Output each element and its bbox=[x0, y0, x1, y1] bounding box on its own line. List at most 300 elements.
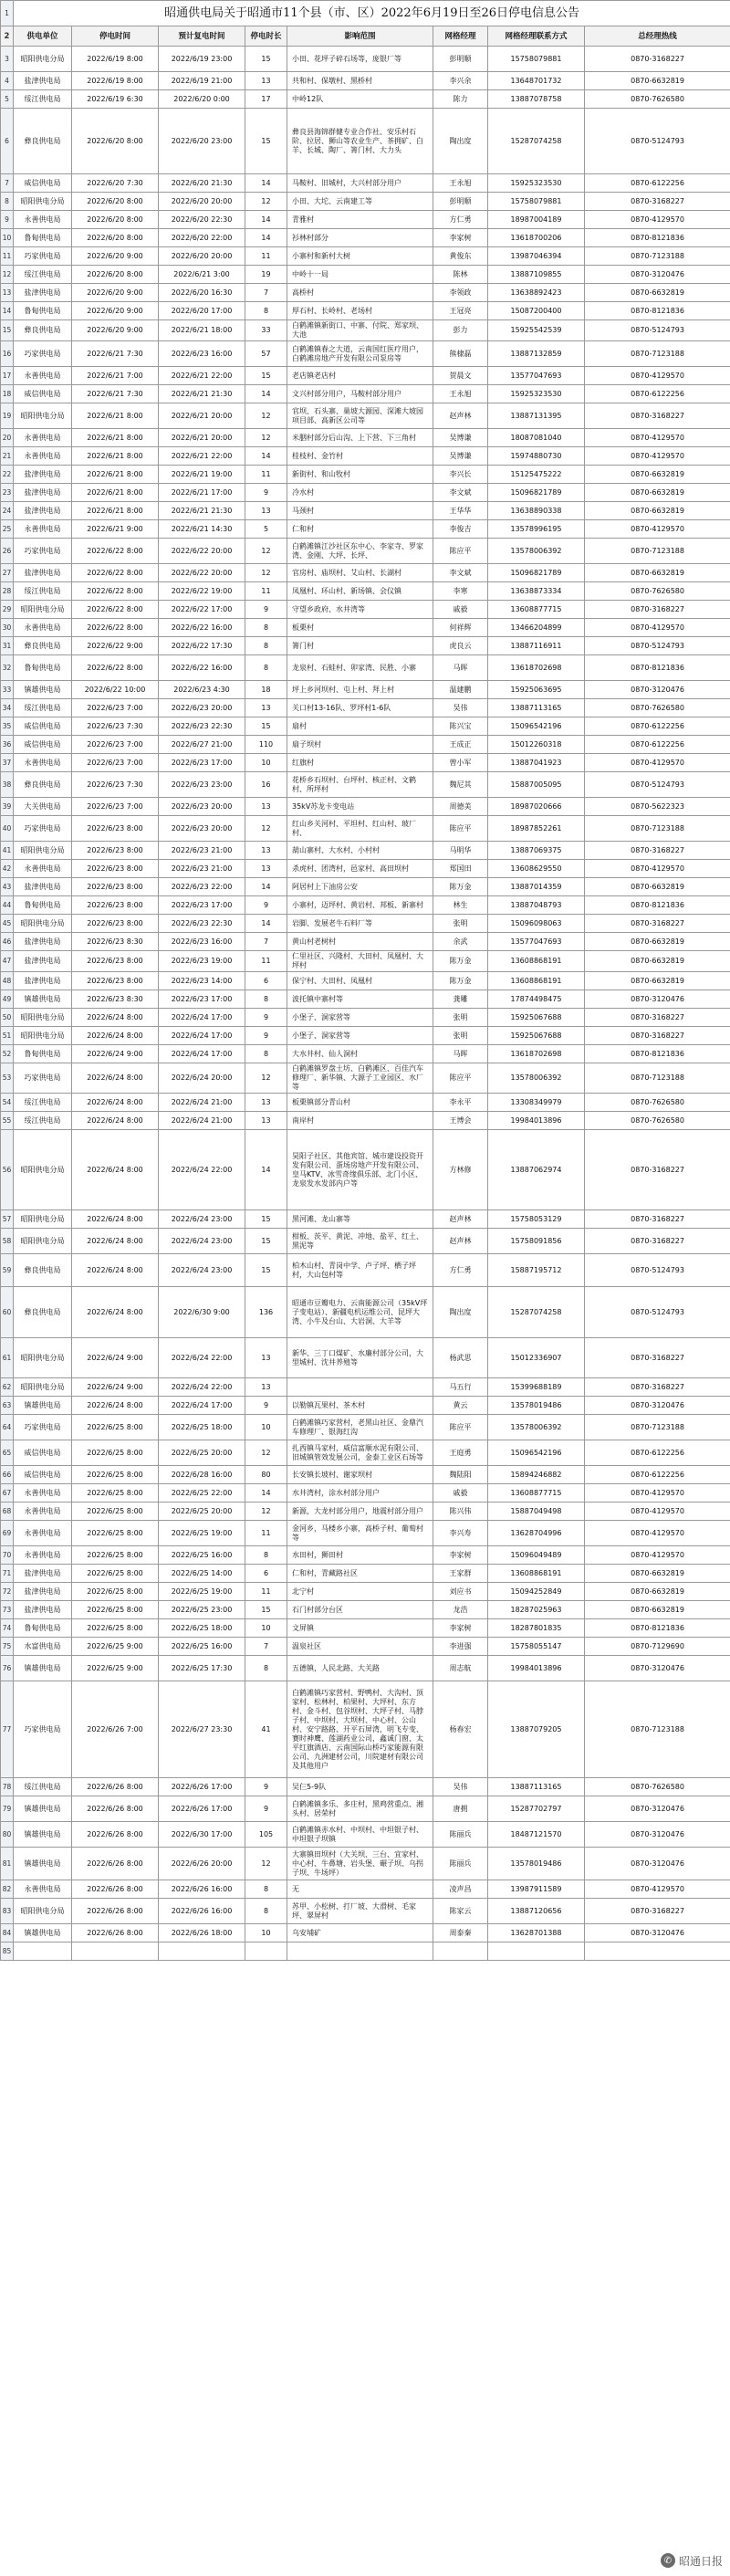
cell-unit: 鲁甸供电局 bbox=[14, 1619, 72, 1638]
cell-manager: 王成正 bbox=[433, 736, 488, 754]
cell-restore-time: 2022/6/21 21:30 bbox=[159, 502, 245, 520]
row-number: 51 bbox=[1, 1027, 14, 1045]
table-row bbox=[1, 1466, 730, 1484]
cell-duration: 6 bbox=[245, 972, 287, 990]
cell-phone: 13887048793 bbox=[488, 896, 585, 915]
cell-restore-time: 2022/6/22 17:00 bbox=[159, 601, 245, 619]
cell-area: 以勒镇瓦果村、茶木村 bbox=[287, 1397, 433, 1415]
cell-manager: 陈丽兵 bbox=[433, 1822, 488, 1848]
cell-hotline: 0870-4129570 bbox=[585, 619, 730, 637]
cell-unit: 昭阳供电分局 bbox=[14, 1338, 72, 1378]
cell-start-time: 2022/6/25 8:00 bbox=[72, 1415, 159, 1440]
cell-hotline: 0870-7626580 bbox=[585, 1094, 730, 1112]
cell-restore-time: 2022/6/23 4:30 bbox=[159, 681, 245, 699]
header-area: 影响范围 bbox=[287, 26, 433, 47]
cell-start-time: 2022/6/25 8:00 bbox=[72, 1619, 159, 1638]
cell-phone: 13887079205 bbox=[488, 1681, 585, 1778]
cell-hotline: 0870-6632819 bbox=[585, 933, 730, 951]
cell-area: 葫山寨村、大水村、小村村 bbox=[287, 842, 433, 860]
cell-start-time: 2022/6/21 8:00 bbox=[72, 466, 159, 484]
cell-restore-time: 2022/6/26 16:00 bbox=[159, 1899, 245, 1924]
row-number: 24 bbox=[1, 502, 14, 520]
cell-area: 柏木山村、青岗中学、卢子坪、栖子坪村，大山包村等 bbox=[287, 1254, 433, 1287]
row-number: 59 bbox=[1, 1254, 14, 1287]
cell-hotline: 0870-4129570 bbox=[585, 754, 730, 772]
cell-restore-time: 2022/6/23 16:00 bbox=[159, 341, 245, 367]
cell-manager: 李兴寿 bbox=[433, 1521, 488, 1546]
cell-area: 大水井村、仙人洞村 bbox=[287, 1045, 433, 1063]
cell-manager: 李家树 bbox=[433, 229, 488, 247]
cell-area: 扇子坝村 bbox=[287, 736, 433, 754]
cell-duration: 12 bbox=[245, 539, 287, 564]
cell-area: 保宁村、大田村、凤凰村 bbox=[287, 972, 433, 990]
cell-area: 衫林村部分 bbox=[287, 229, 433, 247]
cell-unit: 巧家供电局 bbox=[14, 247, 72, 266]
cell-unit: 巧家供电局 bbox=[14, 539, 72, 564]
cell-phone: 13577047693 bbox=[488, 367, 585, 385]
cell-start-time: 2022/6/23 7:30 bbox=[72, 772, 159, 798]
row-number: 67 bbox=[1, 1484, 14, 1503]
cell-start-time: 2022/6/22 9:00 bbox=[72, 637, 159, 655]
cell-manager: 王华华 bbox=[433, 502, 488, 520]
cell-phone: 15087200400 bbox=[488, 302, 585, 320]
cell-manager: 陶出度 bbox=[433, 109, 488, 174]
cell-manager: 李领政 bbox=[433, 284, 488, 302]
table-row bbox=[1, 266, 730, 284]
cell-phone: 13577047693 bbox=[488, 933, 585, 951]
table-row bbox=[1, 816, 730, 842]
cell-hotline: 0870-3120476 bbox=[585, 1848, 730, 1880]
cell-phone: 15287074258 bbox=[488, 1287, 585, 1338]
table-row bbox=[1, 1848, 730, 1880]
cell-duration: 11 bbox=[245, 1521, 287, 1546]
cell-phone: 13887069375 bbox=[488, 842, 585, 860]
cell-unit: 镇雄供电局 bbox=[14, 990, 72, 1009]
cell-unit: 绥江供电局 bbox=[14, 90, 72, 109]
table-row bbox=[1, 1210, 730, 1229]
cell-start-time: 2022/6/22 8:00 bbox=[72, 655, 159, 681]
cell-start-time: 2022/6/20 9:00 bbox=[72, 247, 159, 266]
cell-duration: 8 bbox=[245, 619, 287, 637]
cell-start-time: 2022/6/25 8:00 bbox=[72, 1546, 159, 1565]
cell-unit: 永善供电局 bbox=[14, 1546, 72, 1565]
cell-unit: 绥江供电局 bbox=[14, 1112, 72, 1130]
cell-duration: 8 bbox=[245, 990, 287, 1009]
cell-restore-time: 2022/6/21 3:00 bbox=[159, 266, 245, 284]
cell-area: 彝良县海锦群健专业合作社、安乐村石阶、拉居、狮山等农业生产、茶拥矿、白羊、长城、陶厂、箐门村、大力头 bbox=[287, 109, 433, 174]
table-row bbox=[1, 1254, 730, 1287]
cell-start-time: 2022/6/20 7:30 bbox=[72, 174, 159, 193]
cell-area: 白鹤滩镇多乐、多庄村，黑鸡营重点、湘头村、居荣村 bbox=[287, 1796, 433, 1822]
cell-hotline: 0870-4129570 bbox=[585, 1880, 730, 1899]
cell-duration: 12 bbox=[245, 816, 287, 842]
cell-restore-time: 2022/6/22 16:00 bbox=[159, 655, 245, 681]
cell-area: 白鹤滩镇江沙社区东中心、李家寺、罗家湾、金刚、大坪、长坪、 bbox=[287, 539, 433, 564]
cell-area: 长安镇长坡村、谢家坝村 bbox=[287, 1466, 433, 1484]
cell-hotline: 0870-6122256 bbox=[585, 736, 730, 754]
table-row bbox=[1, 972, 730, 990]
row-number: 1 bbox=[1, 1, 14, 26]
row-number: 85 bbox=[1, 1942, 14, 1961]
table-row bbox=[1, 539, 730, 564]
cell-hotline: 0870-7626580 bbox=[585, 1778, 730, 1796]
cell-phone: 15096049489 bbox=[488, 1546, 585, 1565]
title-row bbox=[1, 1, 730, 26]
cell-manager: 李兴余 bbox=[433, 72, 488, 90]
cell-area: 厚石村、长岭村、老场村 bbox=[287, 302, 433, 320]
cell-phone: 13578996195 bbox=[488, 520, 585, 539]
row-number: 13 bbox=[1, 284, 14, 302]
cell-phone: 13578006392 bbox=[488, 1415, 585, 1440]
table-row bbox=[1, 1378, 730, 1397]
cell-area: 35kV苏龙卡变电站 bbox=[287, 798, 433, 816]
cell-start-time: 2022/6/24 8:00 bbox=[72, 1229, 159, 1254]
cell-phone: 13578006392 bbox=[488, 539, 585, 564]
cell-manager: 魏陆阳 bbox=[433, 1466, 488, 1484]
cell-start-time: 2022/6/20 9:00 bbox=[72, 320, 159, 341]
table-row bbox=[1, 502, 730, 520]
cell-start-time: 2022/6/20 8:00 bbox=[72, 109, 159, 174]
cell-start-time: 2022/6/20 8:00 bbox=[72, 211, 159, 229]
table-row bbox=[1, 772, 730, 798]
cell-phone: 15887195712 bbox=[488, 1254, 585, 1287]
cell-duration: 15 bbox=[245, 1229, 287, 1254]
cell-duration: 13 bbox=[245, 72, 287, 90]
cell-manager: 赵声林 bbox=[433, 1210, 488, 1229]
cell-duration: 9 bbox=[245, 1796, 287, 1822]
cell-duration: 15 bbox=[245, 109, 287, 174]
row-number: 52 bbox=[1, 1045, 14, 1063]
cell-area: 新街村、和山牧村 bbox=[287, 466, 433, 484]
cell-unit: 彝良供电局 bbox=[14, 109, 72, 174]
row-number: 33 bbox=[1, 681, 14, 699]
cell-unit: 昭阳供电分局 bbox=[14, 1378, 72, 1397]
table-row bbox=[1, 1229, 730, 1254]
cell-area: 仁和村 bbox=[287, 520, 433, 539]
table-row bbox=[1, 1484, 730, 1503]
cell-phone: 15399688189 bbox=[488, 1378, 585, 1397]
cell-restore-time: 2022/6/25 19:00 bbox=[159, 1583, 245, 1601]
cell-start-time: 2022/6/22 8:00 bbox=[72, 619, 159, 637]
cell-unit: 彝良供电局 bbox=[14, 1287, 72, 1338]
cell-unit: 绥江供电局 bbox=[14, 1094, 72, 1112]
table-row bbox=[1, 429, 730, 447]
cell-duration: 11 bbox=[245, 951, 287, 972]
cell-phone: 13887116911 bbox=[488, 637, 585, 655]
cell-unit: 威信供电局 bbox=[14, 736, 72, 754]
cell-hotline: 0870-4129570 bbox=[585, 367, 730, 385]
cell-phone: 19984013896 bbox=[488, 1112, 585, 1130]
cell-area: 岩脚、发展老牛石料厂等 bbox=[287, 915, 433, 933]
row-number: 9 bbox=[1, 211, 14, 229]
cell-start-time: 2022/6/23 8:00 bbox=[72, 915, 159, 933]
cell-duration: 13 bbox=[245, 502, 287, 520]
cell-restore-time: 2022/6/24 23:00 bbox=[159, 1210, 245, 1229]
table-row bbox=[1, 1822, 730, 1848]
cell-unit: 巧家供电局 bbox=[14, 1415, 72, 1440]
cell-phone: 15758055147 bbox=[488, 1638, 585, 1656]
cell-hotline: 0870-3168227 bbox=[585, 915, 730, 933]
cell-hotline: 0870-5124793 bbox=[585, 772, 730, 798]
cell-unit: 彝良供电局 bbox=[14, 772, 72, 798]
row-number: 27 bbox=[1, 564, 14, 582]
cell-unit: 盐津供电局 bbox=[14, 878, 72, 896]
table-row bbox=[1, 1521, 730, 1546]
cell-unit: 永善供电局 bbox=[14, 367, 72, 385]
cell-area: 仁里社区、兴隆村、大田村、凤凰村、大坪村 bbox=[287, 951, 433, 972]
cell-area: 柑板、茨平、黄泥、冲地、盐平、红土、黑泥等 bbox=[287, 1229, 433, 1254]
cell-restore-time: 2022/6/24 17:00 bbox=[159, 1397, 245, 1415]
cell-restore-time: 2022/6/22 17:30 bbox=[159, 637, 245, 655]
cell-start-time: 2022/6/21 8:00 bbox=[72, 484, 159, 502]
row-number: 78 bbox=[1, 1778, 14, 1796]
cell-hotline: 0870-7129690 bbox=[585, 1638, 730, 1656]
cell-duration: 136 bbox=[245, 1287, 287, 1338]
cell-area: 新源，大龙村部分用户，地震村部分用户 bbox=[287, 1503, 433, 1521]
cell-start-time: 2022/6/22 8:00 bbox=[72, 564, 159, 582]
cell-hotline: 0870-3168227 bbox=[585, 1027, 730, 1045]
cell-unit: 昭阳供电分局 bbox=[14, 842, 72, 860]
cell-hotline: 0870-3168227 bbox=[585, 1378, 730, 1397]
cell-phone: 13608868191 bbox=[488, 1565, 585, 1583]
empty-cell bbox=[245, 1942, 287, 1961]
cell-hotline: 0870-3168227 bbox=[585, 1338, 730, 1378]
row-number: 71 bbox=[1, 1565, 14, 1583]
table-row bbox=[1, 1565, 730, 1583]
cell-unit: 威信供电局 bbox=[14, 1466, 72, 1484]
cell-hotline: 0870-6122256 bbox=[585, 1466, 730, 1484]
cell-area: 五德镇，人民北路、大关路 bbox=[287, 1656, 433, 1681]
cell-manager: 方林修 bbox=[433, 1130, 488, 1210]
cell-restore-time: 2022/6/24 17:00 bbox=[159, 1027, 245, 1045]
cell-duration: 10 bbox=[245, 1924, 287, 1942]
cell-start-time: 2022/6/24 8:00 bbox=[72, 1112, 159, 1130]
cell-start-time: 2022/6/19 6:30 bbox=[72, 90, 159, 109]
cell-phone: 19984013896 bbox=[488, 1656, 585, 1681]
cell-phone: 18987020666 bbox=[488, 798, 585, 816]
cell-phone: 13648701732 bbox=[488, 72, 585, 90]
cell-manager: 张明 bbox=[433, 1027, 488, 1045]
cell-phone: 15096821789 bbox=[488, 564, 585, 582]
table-row bbox=[1, 655, 730, 681]
table-row bbox=[1, 699, 730, 717]
row-number: 30 bbox=[1, 619, 14, 637]
row-number: 4 bbox=[1, 72, 14, 90]
watermark bbox=[661, 2550, 723, 2571]
table-row bbox=[1, 302, 730, 320]
cell-restore-time: 2022/6/21 20:00 bbox=[159, 403, 245, 429]
cell-manager: 张明 bbox=[433, 1009, 488, 1027]
cell-area: 新华、三丁口煤矿、水廉村部分公司，大型城村、沈井养殖等 bbox=[287, 1338, 433, 1378]
table-row bbox=[1, 1063, 730, 1094]
cell-area: 凤凰村、环山村、新场镇、会仪镇 bbox=[287, 582, 433, 601]
cell-hotline: 0870-8121836 bbox=[585, 229, 730, 247]
cell-start-time: 2022/6/23 8:00 bbox=[72, 878, 159, 896]
cell-duration: 9 bbox=[245, 1027, 287, 1045]
cell-restore-time: 2022/6/21 22:00 bbox=[159, 447, 245, 466]
row-number: 74 bbox=[1, 1619, 14, 1638]
cell-start-time: 2022/6/21 8:00 bbox=[72, 429, 159, 447]
cell-start-time: 2022/6/25 8:00 bbox=[72, 1583, 159, 1601]
cell-hotline: 0870-3168227 bbox=[585, 601, 730, 619]
cell-manager: 马晖 bbox=[433, 655, 488, 681]
cell-hotline: 0870-6632819 bbox=[585, 284, 730, 302]
cell-manager: 虎良云 bbox=[433, 637, 488, 655]
cell-hotline: 0870-3168227 bbox=[585, 1899, 730, 1924]
cell-restore-time: 2022/6/23 19:00 bbox=[159, 951, 245, 972]
header-row bbox=[1, 26, 730, 47]
table-row bbox=[1, 1681, 730, 1778]
cell-phone: 13628704996 bbox=[488, 1521, 585, 1546]
cell-phone: 15925323530 bbox=[488, 174, 585, 193]
table-row bbox=[1, 915, 730, 933]
cell-start-time: 2022/6/21 8:00 bbox=[72, 447, 159, 466]
cell-area: 水田村，狮田村 bbox=[287, 1546, 433, 1565]
cell-duration: 8 bbox=[245, 1045, 287, 1063]
cell-manager: 赵声林 bbox=[433, 403, 488, 429]
table-row bbox=[1, 466, 730, 484]
cell-phone: 13578006392 bbox=[488, 1063, 585, 1094]
cell-phone: 13608868191 bbox=[488, 951, 585, 972]
cell-start-time: 2022/6/24 8:00 bbox=[72, 1094, 159, 1112]
empty-cell bbox=[159, 1942, 245, 1961]
cell-area: 白鹤滩镇赤水村、中坝村、中坦银子村、中坦银子坝镇 bbox=[287, 1822, 433, 1848]
cell-restore-time: 2022/6/24 20:00 bbox=[159, 1063, 245, 1094]
cell-hotline: 0870-6632819 bbox=[585, 1583, 730, 1601]
cell-hotline: 0870-4129570 bbox=[585, 1484, 730, 1503]
cell-start-time: 2022/6/23 8:00 bbox=[72, 951, 159, 972]
cell-duration: 9 bbox=[245, 484, 287, 502]
cell-hotline: 0870-8121836 bbox=[585, 1619, 730, 1638]
cell-restore-time: 2022/6/24 22:00 bbox=[159, 1130, 245, 1210]
cell-manager: 陈万金 bbox=[433, 951, 488, 972]
cell-duration: 9 bbox=[245, 601, 287, 619]
cell-duration: 12 bbox=[245, 1063, 287, 1094]
cell-duration: 13 bbox=[245, 1338, 287, 1378]
cell-restore-time: 2022/6/26 16:00 bbox=[159, 1880, 245, 1899]
cell-hotline: 0870-7123188 bbox=[585, 539, 730, 564]
cell-hotline: 0870-4129570 bbox=[585, 429, 730, 447]
table-row bbox=[1, 1899, 730, 1924]
cell-hotline: 0870-6122256 bbox=[585, 1440, 730, 1466]
cell-duration: 7 bbox=[245, 933, 287, 951]
cell-unit: 盐津供电局 bbox=[14, 933, 72, 951]
table-row bbox=[1, 72, 730, 90]
cell-phone: 15096542196 bbox=[488, 1440, 585, 1466]
cell-manager: 黄云 bbox=[433, 1397, 488, 1415]
row-number: 6 bbox=[1, 109, 14, 174]
cell-phone: 18287025963 bbox=[488, 1601, 585, 1619]
cell-manager: 王庭勇 bbox=[433, 1440, 488, 1466]
table-row bbox=[1, 284, 730, 302]
cell-duration: 7 bbox=[245, 1638, 287, 1656]
header-phone: 网格经理联系方式 bbox=[488, 26, 585, 47]
cell-phone: 13618702698 bbox=[488, 655, 585, 681]
cell-restore-time: 2022/6/23 21:00 bbox=[159, 842, 245, 860]
cell-unit: 昭阳供电分局 bbox=[14, 1229, 72, 1254]
cell-manager: 王冠亮 bbox=[433, 302, 488, 320]
cell-hotline: 0870-6632819 bbox=[585, 878, 730, 896]
cell-phone: 13608629550 bbox=[488, 860, 585, 878]
cell-unit: 昭阳供电分局 bbox=[14, 1027, 72, 1045]
table-row bbox=[1, 320, 730, 341]
cell-phone: 15887005095 bbox=[488, 772, 585, 798]
row-number: 14 bbox=[1, 302, 14, 320]
cell-unit: 永善供电局 bbox=[14, 1503, 72, 1521]
cell-hotline: 0870-5124793 bbox=[585, 1287, 730, 1338]
cell-manager: 龙浩 bbox=[433, 1601, 488, 1619]
empty-cell bbox=[287, 1942, 433, 1961]
cell-manager: 陈林 bbox=[433, 266, 488, 284]
cell-area: 共和村、保墩村、黑桥村 bbox=[287, 72, 433, 90]
row-number: 49 bbox=[1, 990, 14, 1009]
row-number: 84 bbox=[1, 1924, 14, 1942]
cell-duration: 12 bbox=[245, 1503, 287, 1521]
row-number: 18 bbox=[1, 385, 14, 403]
cell-restore-time: 2022/6/20 17:00 bbox=[159, 302, 245, 320]
cell-area: 关口村13-16队、罗坪村1-6队 bbox=[287, 699, 433, 717]
cell-restore-time: 2022/6/23 17:00 bbox=[159, 990, 245, 1009]
cell-restore-time: 2022/6/21 14:30 bbox=[159, 520, 245, 539]
cell-restore-time: 2022/6/20 23:00 bbox=[159, 109, 245, 174]
cell-manager: 王家群 bbox=[433, 1565, 488, 1583]
cell-duration: 14 bbox=[245, 878, 287, 896]
cell-area: 吴仨5-9队 bbox=[287, 1778, 433, 1796]
cell-restore-time: 2022/6/25 20:00 bbox=[159, 1503, 245, 1521]
cell-unit: 威信供电局 bbox=[14, 385, 72, 403]
cell-manager: 吴博谦 bbox=[433, 447, 488, 466]
cell-unit: 盐津供电局 bbox=[14, 972, 72, 990]
row-number: 43 bbox=[1, 878, 14, 896]
row-number: 58 bbox=[1, 1229, 14, 1254]
cell-hotline: 0870-6632819 bbox=[585, 951, 730, 972]
cell-start-time: 2022/6/22 8:00 bbox=[72, 601, 159, 619]
cell-start-time: 2022/6/23 8:00 bbox=[72, 816, 159, 842]
cell-area: 扇村 bbox=[287, 717, 433, 736]
cell-manager: 李永平 bbox=[433, 1094, 488, 1112]
cell-phone: 15125475222 bbox=[488, 466, 585, 484]
cell-start-time: 2022/6/23 8:00 bbox=[72, 972, 159, 990]
cell-phone: 15925063695 bbox=[488, 681, 585, 699]
cell-hotline: 0870-6632819 bbox=[585, 72, 730, 90]
cell-phone: 15758053129 bbox=[488, 1210, 585, 1229]
cell-hotline: 0870-4129570 bbox=[585, 1546, 730, 1565]
cell-unit: 盐津供电局 bbox=[14, 1565, 72, 1583]
row-number: 25 bbox=[1, 520, 14, 539]
cell-hotline: 0870-6632819 bbox=[585, 564, 730, 582]
row-number: 63 bbox=[1, 1397, 14, 1415]
row-number: 26 bbox=[1, 539, 14, 564]
empty-row bbox=[1, 1942, 730, 1961]
cell-area: 米胭村部分后山沟、上下营、下三角村 bbox=[287, 429, 433, 447]
cell-phone: 15287702797 bbox=[488, 1796, 585, 1822]
cell-hotline: 0870-4129570 bbox=[585, 520, 730, 539]
row-number: 16 bbox=[1, 341, 14, 367]
cell-phone: 15096098063 bbox=[488, 915, 585, 933]
row-number: 82 bbox=[1, 1880, 14, 1899]
cell-restore-time: 2022/6/25 18:00 bbox=[159, 1619, 245, 1638]
cell-start-time: 2022/6/20 9:00 bbox=[72, 284, 159, 302]
cell-phone: 15758079881 bbox=[488, 47, 585, 72]
cell-restore-time: 2022/6/26 17:00 bbox=[159, 1778, 245, 1796]
cell-manager: 李文斌 bbox=[433, 564, 488, 582]
cell-hotline: 0870-6122256 bbox=[585, 174, 730, 193]
cell-phone: 15094252849 bbox=[488, 1583, 585, 1601]
table-row bbox=[1, 109, 730, 174]
cell-area: 白鹤滩镇新街口、中寨、付院、郑家坝、大池 bbox=[287, 320, 433, 341]
cell-area: 无 bbox=[287, 1880, 433, 1899]
cell-restore-time: 2022/6/20 20:00 bbox=[159, 193, 245, 211]
